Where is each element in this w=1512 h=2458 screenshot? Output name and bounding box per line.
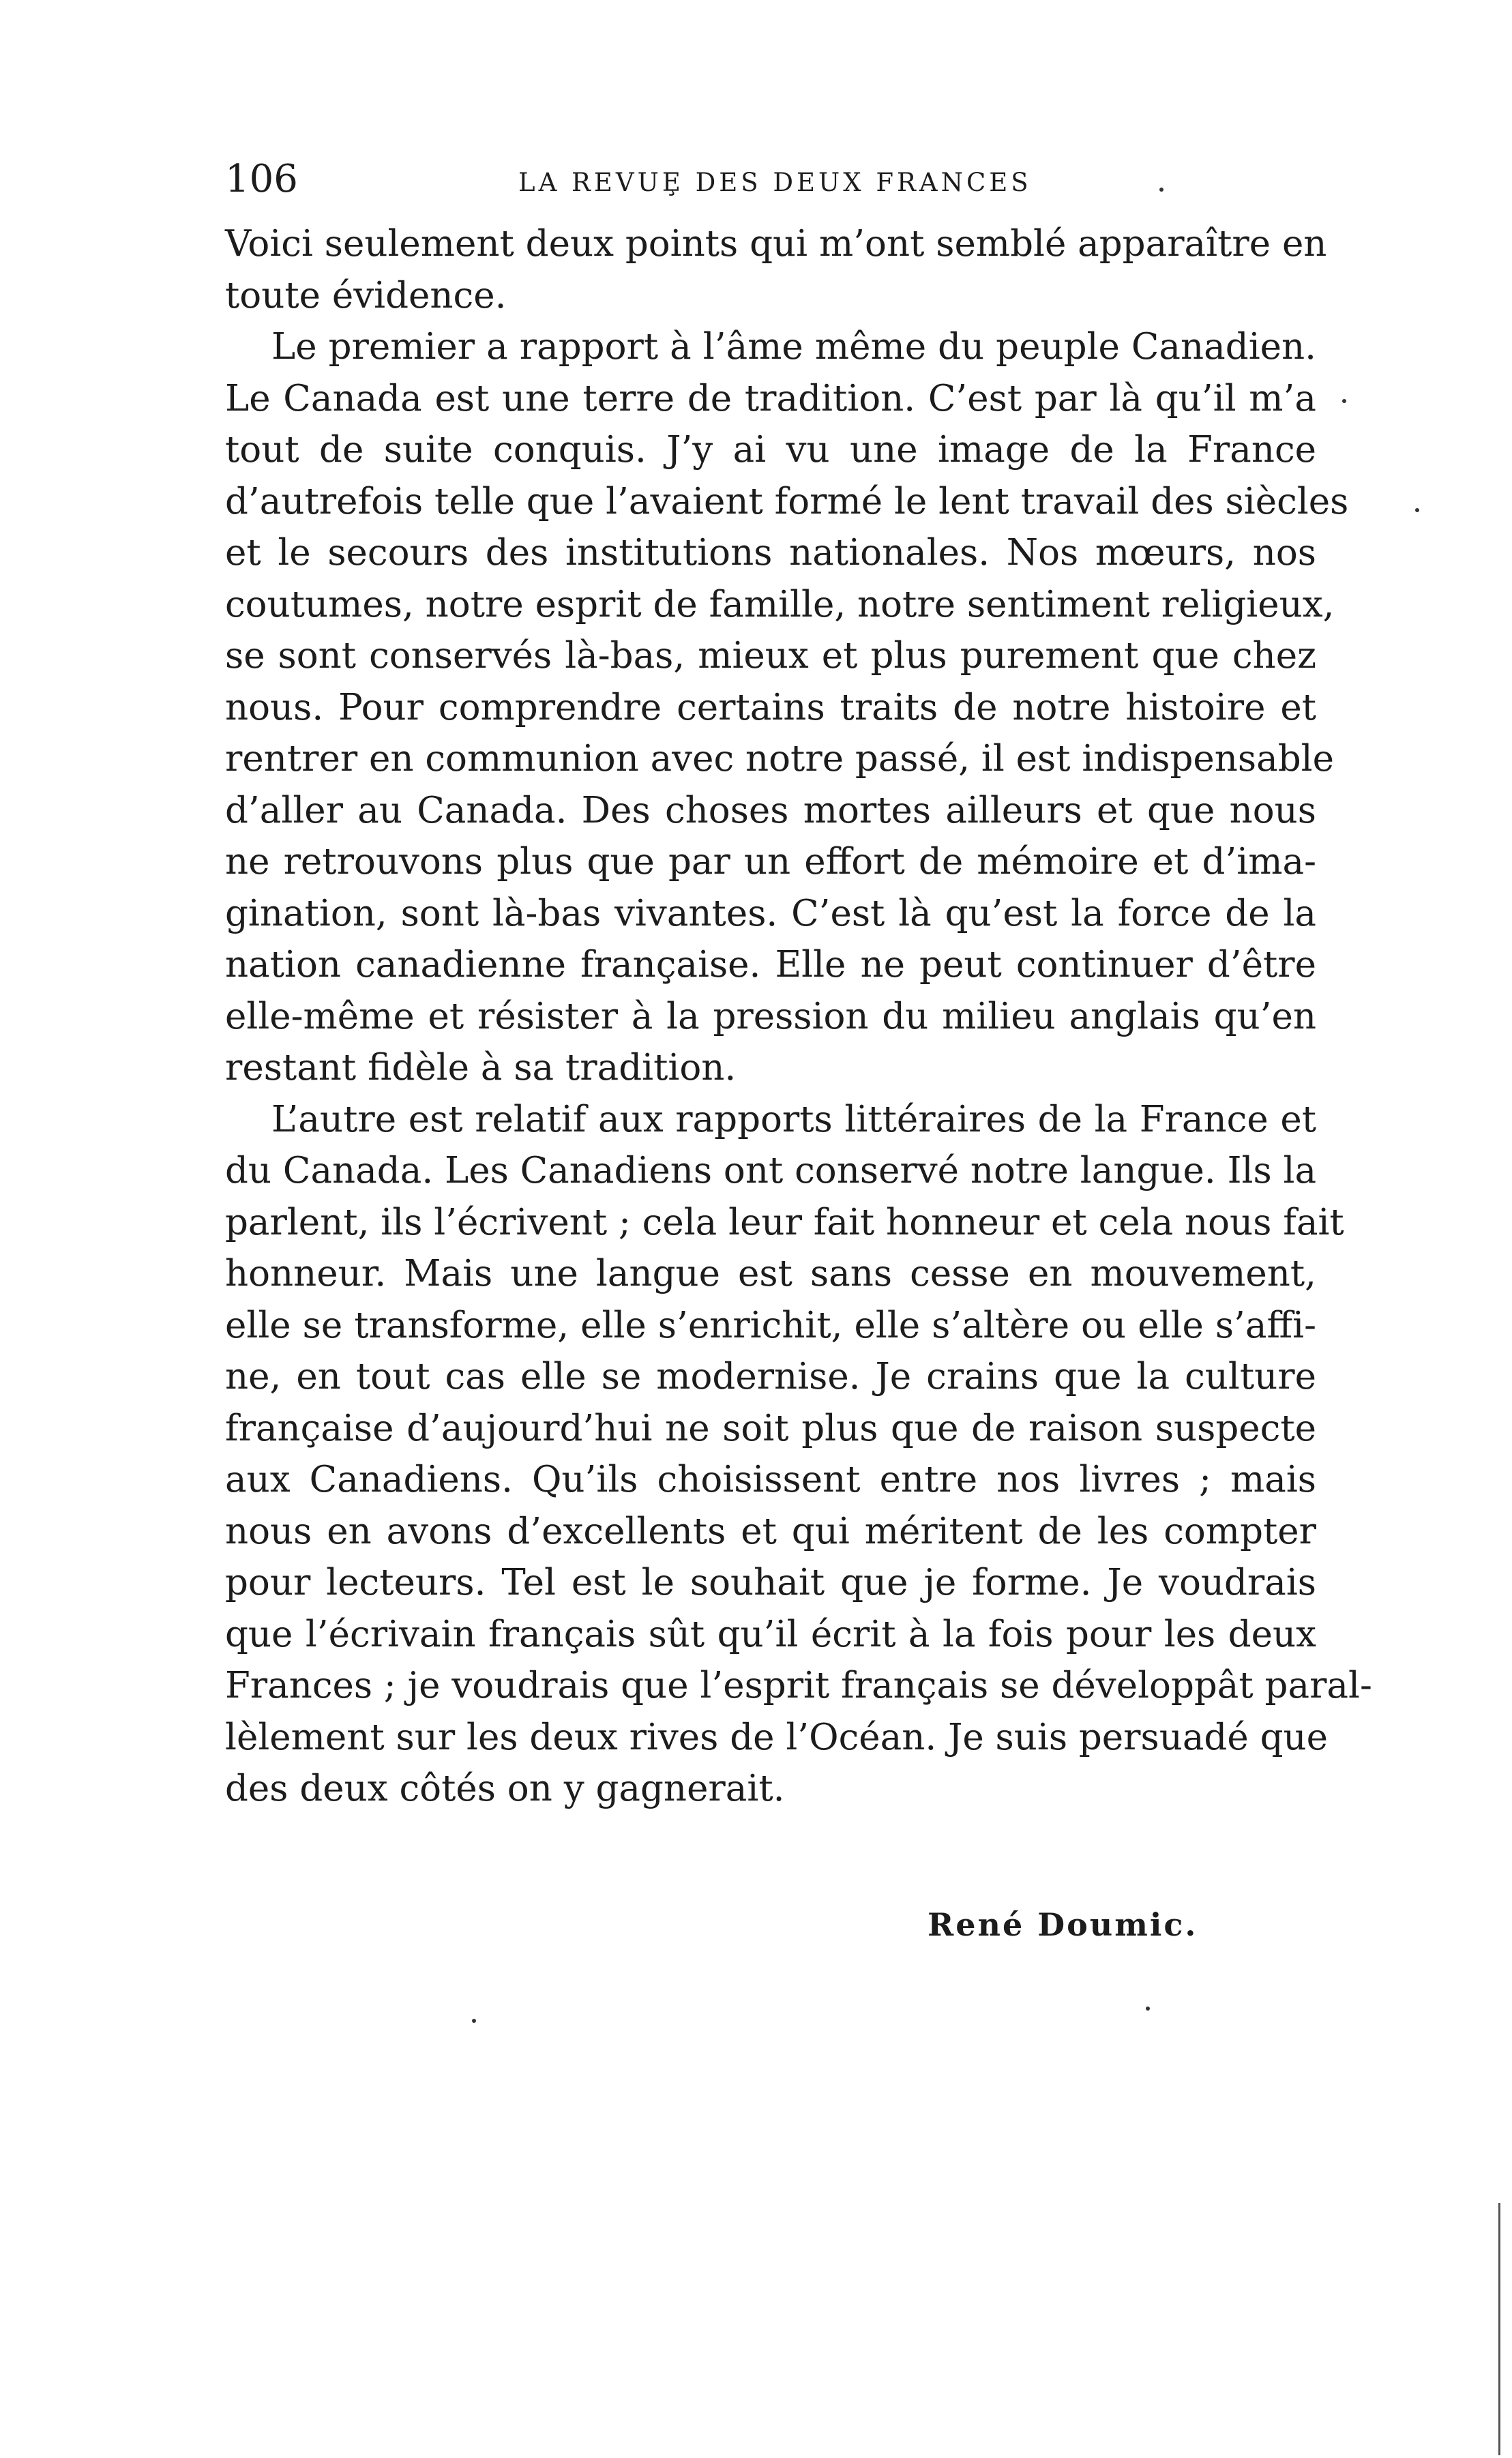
text-line: elle se transforme, elle s’enrichit, elle s’altère ou elle s’affi- [225, 1304, 1316, 1346]
article-body [225, 218, 1372, 1815]
text-line: se sont conservés là-bas, mieux et plus purement que chez [225, 635, 1316, 677]
print-speck [1415, 508, 1419, 512]
page-header [225, 156, 1180, 210]
page-edge-line [1498, 2203, 1500, 2455]
text-line: Voici seulement deux points qui m’ont semblé apparaître en [225, 223, 1327, 265]
print-speck [1159, 188, 1163, 192]
text-line: des deux côtés on y gagnerait. [225, 1768, 785, 1809]
print-speck [1342, 399, 1346, 403]
print-speck [1146, 2007, 1150, 2011]
text-line: toute évidence. [225, 274, 507, 316]
text-line: nous en avons d’excellents et qui méritent de les compter [225, 1510, 1316, 1552]
text-line: pour lecteurs. Tel est le souhait que je forme. Je voudrais [225, 1562, 1316, 1603]
text-line: gination, sont là-bas vivantes. C’est là qu’est la force de la [225, 892, 1316, 934]
text-line: du Canada. Les Canadiens ont conservé notre langue. Ils la [225, 1150, 1317, 1191]
text-line: et le secours des institutions nationales. Nos mœurs, nos [225, 532, 1316, 574]
text-line: aux Canadiens. Qu’ils choisissent entre nos livres ; mais [225, 1459, 1316, 1500]
text-line: L’autre est relatif aux rapports littéraires de la France et [271, 1098, 1316, 1140]
text-line: tout de suite conquis. J’y ai vu une image de la France [225, 429, 1316, 471]
text-line: d’aller au Canada. Des choses mortes ailleurs et que nous [225, 789, 1316, 831]
page-number: 106 [225, 157, 298, 201]
text-line: que l’écrivain français sût qu’il écrit à la fois pour les deux [225, 1613, 1316, 1655]
text-line: restant fidèle à sa tradition. [225, 1047, 737, 1089]
text-line: coutumes, notre esprit de famille, notre sentiment religieux, [225, 583, 1335, 625]
text-line: Le premier a rapport à l’âme même du peuple Canadien. [271, 326, 1316, 368]
author-signature: René Doumic. [928, 1906, 1198, 1943]
text-line: lèlement sur les deux rives de l’Océan. Je suis persuadé que [225, 1716, 1328, 1758]
text-line: nation canadienne française. Elle ne peut continuer d’être [225, 944, 1316, 986]
text-line: française d’aujourd’hui ne soit plus que de raison suspecte [225, 1407, 1316, 1449]
text-line: rentrer en communion avec notre passé, il est indispensable [225, 738, 1334, 780]
text-line: d’autrefois telle que l’avaient formé le lent travail des siècles [225, 480, 1349, 522]
print-speck [472, 2019, 476, 2023]
text-line: Le Canada est une terre de tradition. C’est par là qu’il m’a [225, 377, 1316, 419]
text-line: elle-même et résister à la pression du milieu anglais qu’en [225, 995, 1316, 1037]
text-line: nous. Pour comprendre certains traits de notre histoire et [225, 686, 1316, 728]
text-line: Frances ; je voudrais que l’esprit français se développât paral- [225, 1665, 1372, 1706]
running-title: LA REVUȨ DES DEUX FRANCES [518, 168, 1032, 197]
text-line: ne, en tout cas elle se modernise. Je crains que la culture [225, 1356, 1316, 1397]
text-line: parlent, ils l’écrivent ; cela leur fait honneur et cela nous fait [225, 1201, 1344, 1243]
text-line: ne retrouvons plus que par un effort de mémoire et d’ima- [225, 841, 1316, 883]
text-line: honneur. Mais une langue est sans cesse en mouvement, [225, 1253, 1316, 1294]
